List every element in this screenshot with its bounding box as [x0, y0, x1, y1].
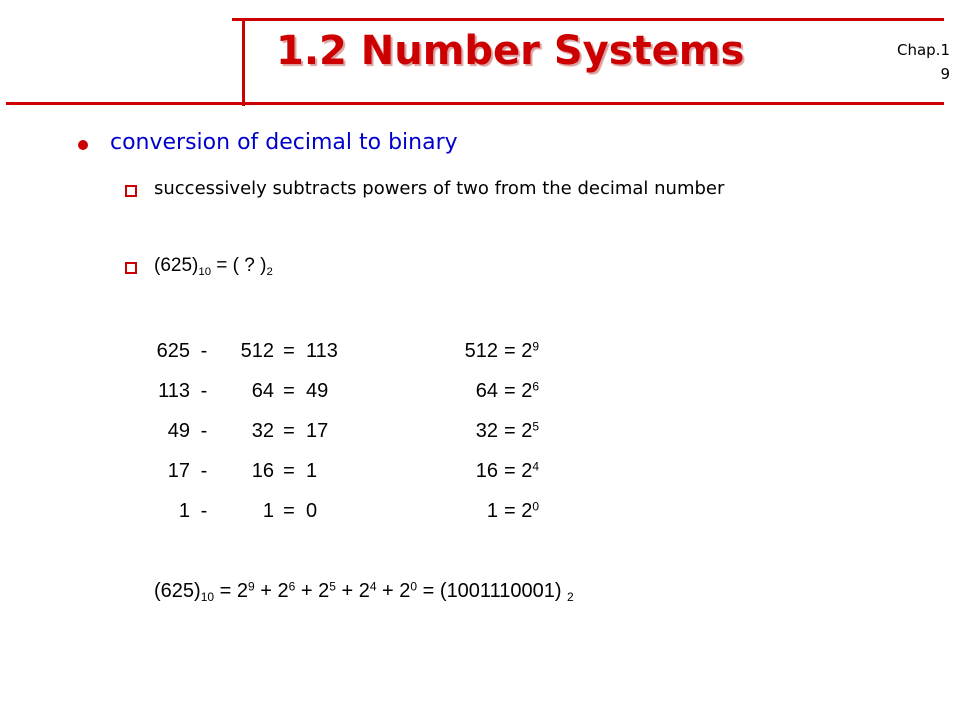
chapter-label	[897, 38, 950, 86]
step-subtrahend: 512	[240, 340, 274, 362]
chapter-text: Chap.1	[896, 41, 950, 59]
title-rule-side	[242, 18, 245, 106]
square-bullet-icon	[125, 185, 137, 197]
term-exponent: 0	[410, 579, 418, 594]
summary-lhs: (625)	[154, 580, 201, 602]
step-remainder: 1	[306, 460, 318, 482]
slide-title: 1.2 Number Systems	[276, 28, 745, 74]
step-minuend: 17	[167, 460, 190, 482]
power-exponent: 5	[532, 419, 540, 434]
power-exponent: 0	[532, 499, 540, 514]
step-remainder: 17	[306, 420, 329, 442]
problem-mid: = ( ? )	[211, 255, 267, 276]
step-equals: =	[283, 500, 295, 522]
step-remainder: 0	[306, 500, 318, 522]
term-exponent: 9	[247, 579, 255, 594]
plus-sign: +	[254, 580, 278, 602]
term-base: 2	[277, 580, 289, 602]
step-subtrahend: 16	[251, 460, 274, 482]
step-subtrahend: 32	[251, 420, 274, 442]
power-value: 64	[475, 380, 498, 402]
power-expression: = $2^0$	[504, 499, 540, 522]
power-value: 512	[464, 340, 498, 362]
problem-lhs-base: 10	[198, 265, 212, 278]
power-value: 1	[486, 500, 498, 522]
power-value: 16	[475, 460, 498, 482]
step-remainder: 113	[306, 340, 338, 362]
step-subtrahend: 1	[262, 500, 274, 522]
step-equals: =	[283, 340, 295, 362]
step-minuend: 49	[167, 420, 190, 442]
step-remainder: 49	[306, 380, 329, 402]
bullet-dot-icon	[78, 140, 88, 150]
plus-sign: +	[295, 580, 319, 602]
term-exponent: 5	[329, 579, 336, 594]
term-base: 2	[318, 580, 330, 602]
step-subtrahend: 64	[251, 380, 274, 402]
term-exponent: 6	[288, 579, 296, 594]
summary-result-base: 2	[567, 590, 574, 605]
step-minuend: 625	[156, 340, 190, 362]
step-minuend: 1	[178, 500, 190, 522]
step-minus: -	[200, 340, 208, 362]
term-base: 2	[399, 580, 411, 602]
term-base: 2	[236, 580, 248, 602]
power-exponent: 6	[532, 379, 540, 394]
plus-sign: +	[376, 580, 400, 602]
problem-lhs: (625)	[154, 255, 199, 276]
power-expression: = $2^6$	[504, 379, 540, 402]
power-exponent: 9	[532, 339, 540, 354]
step-minuend: 113	[158, 380, 190, 402]
summary-terms	[237, 580, 417, 602]
method-text: successively subtracts powers of two from the decimal number	[154, 178, 725, 199]
power-expression: = $2^9$	[504, 339, 540, 362]
square-bullet-icon	[125, 262, 137, 274]
plus-sign: +	[335, 580, 359, 602]
step-minus: -	[200, 420, 208, 442]
power-expression: = $2^4$	[504, 459, 540, 482]
page-number: 9	[940, 65, 950, 83]
term-exponent: 4	[369, 579, 377, 594]
summary-result: = (1001110001)	[417, 580, 568, 602]
summary-equation	[154, 580, 574, 603]
summary-lhs-base: 10	[200, 590, 215, 605]
title-rule-top	[232, 18, 944, 21]
heading-text: conversion of decimal to binary	[110, 130, 458, 155]
title-rule-bottom	[6, 102, 944, 105]
problem-rhs-base: 2	[266, 265, 273, 278]
step-equals: =	[283, 460, 295, 482]
step-minus: -	[200, 500, 208, 522]
step-minus: -	[200, 380, 208, 402]
term-base: 2	[358, 580, 370, 602]
power-exponent: 4	[532, 459, 540, 474]
problem-statement	[154, 255, 273, 277]
power-expression: = $2^5$	[504, 419, 540, 442]
step-minus: -	[200, 460, 208, 482]
step-equals: =	[283, 420, 295, 442]
summary-eq: =	[214, 580, 237, 602]
power-value: 32	[475, 420, 498, 442]
step-equals: =	[283, 380, 295, 402]
